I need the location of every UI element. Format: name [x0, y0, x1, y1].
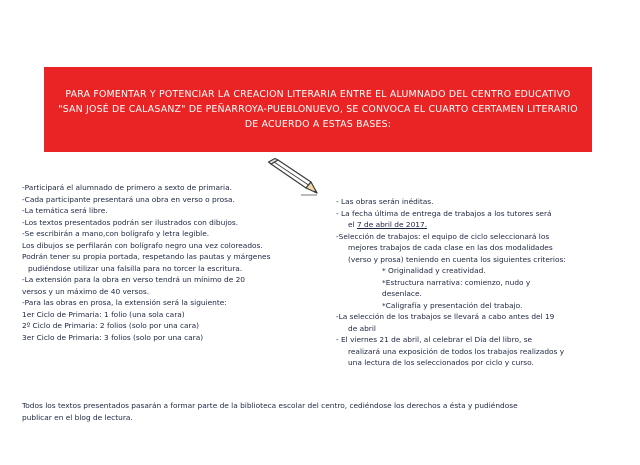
rule-line: mejores trabajos de cada clase en las dos modalidades — [348, 243, 553, 252]
criteria-item: desenlace. — [382, 289, 422, 298]
rule-line: pudiéndose utilizar una falsilla para no torcer la escritura. — [28, 263, 243, 273]
rule-line: (verso y prosa) teniendo en cuenta los siguientes criterios: — [348, 254, 566, 264]
rule-line: de abril — [348, 323, 376, 333]
rules-right-column — [336, 196, 621, 369]
rule-line: 1er Ciclo de Primaria: 1 folio (una sola cara) — [22, 309, 185, 319]
rule-line: 3er Ciclo de Primaria: 3 folios (solo por una cara) — [22, 332, 204, 342]
rules-left-column — [22, 182, 322, 343]
banner-line-2: "SAN JOSÉ DE CALASANZ" DE PEÑARROYA-PUEBLONUEVO, SE CONVOCA EL CUARTO CERTAMEN LITERARIO — [58, 104, 578, 115]
rule-line: una lectura de los seleccionados por ciclo y curso. — [348, 358, 534, 367]
rule-line: - La fecha última de entrega de trabajos a los tutores será — [336, 208, 552, 218]
rule-line: -Para las obras en prosa, la extensión será la siguiente: — [22, 298, 227, 307]
rule-line: realizará una exposición de todos los trabajos realizados y — [348, 346, 565, 356]
rule-line: -La extensión para la obra en verso tendrá un mínimo de 20 — [22, 275, 246, 284]
rule-line: -Se escribirán a mano,con bolígrafo y letra legible. — [22, 229, 210, 238]
rule-line: versos y un máximo de 40 versos. — [22, 286, 150, 296]
footer-line-2: publicar en el blog de lectura. — [22, 412, 133, 422]
title-banner — [44, 67, 592, 152]
rule-line: 2º Ciclo de Primaria: 2 folios (solo por una cara) — [22, 321, 200, 330]
criteria-item: * Originalidad y creatividad. — [382, 266, 486, 275]
deadline-line — [336, 219, 621, 231]
criteria-item: *Estructura narrativa: comienzo, nudo y — [382, 277, 531, 287]
rule-line: - El viernes 21 de abril, al celebrar el Día del libro, se — [336, 335, 533, 344]
footer-note — [22, 400, 622, 423]
rule-line: Los dibujos se perfilarán con bolígrafo negro una vez coloreados. — [22, 240, 263, 250]
criteria-item: *Caligrafía y presentación del trabajo. — [382, 300, 523, 310]
rule-line: -Selección de trabajos: el equipo de ciclo seleccionará los — [336, 231, 550, 241]
rule-line: -Los textos presentados podrán ser ilustrados con dibujos. — [22, 217, 239, 227]
rule-line: -La temática será libre. — [22, 206, 108, 215]
rule-line: -Cada participante presentará una obra en verso o prosa. — [22, 194, 235, 204]
footer-line-1: Todos los textos presentados pasarán a formar parte de la biblioteca escolar del centro, cediéndose los derechos a ésta y pudiéndose — [22, 401, 518, 410]
deadline-date: 7 de abril de 2017. — [356, 220, 428, 229]
banner-line-3: DE ACUERDO A ESTAS BASES: — [244, 119, 392, 130]
rule-line: - Las obras serán inéditas. — [336, 197, 434, 206]
rule-line: -La selección de los trabajos se llevará a cabo antes del 19 — [336, 312, 555, 321]
deadline-prefix: el — [348, 220, 357, 229]
banner-line-1: PARA FOMENTAR Y POTENCIAR LA CREACION LITERARIA ENTRE EL ALUMNADO DEL CENTRO EDUCATIVO — [65, 89, 571, 100]
rule-line: -Participará el alumnado de primero a sexto de primaria. — [22, 183, 232, 192]
rule-line: Podrán tener su propia portada, respetando las pautas y márgenes — [22, 252, 271, 261]
